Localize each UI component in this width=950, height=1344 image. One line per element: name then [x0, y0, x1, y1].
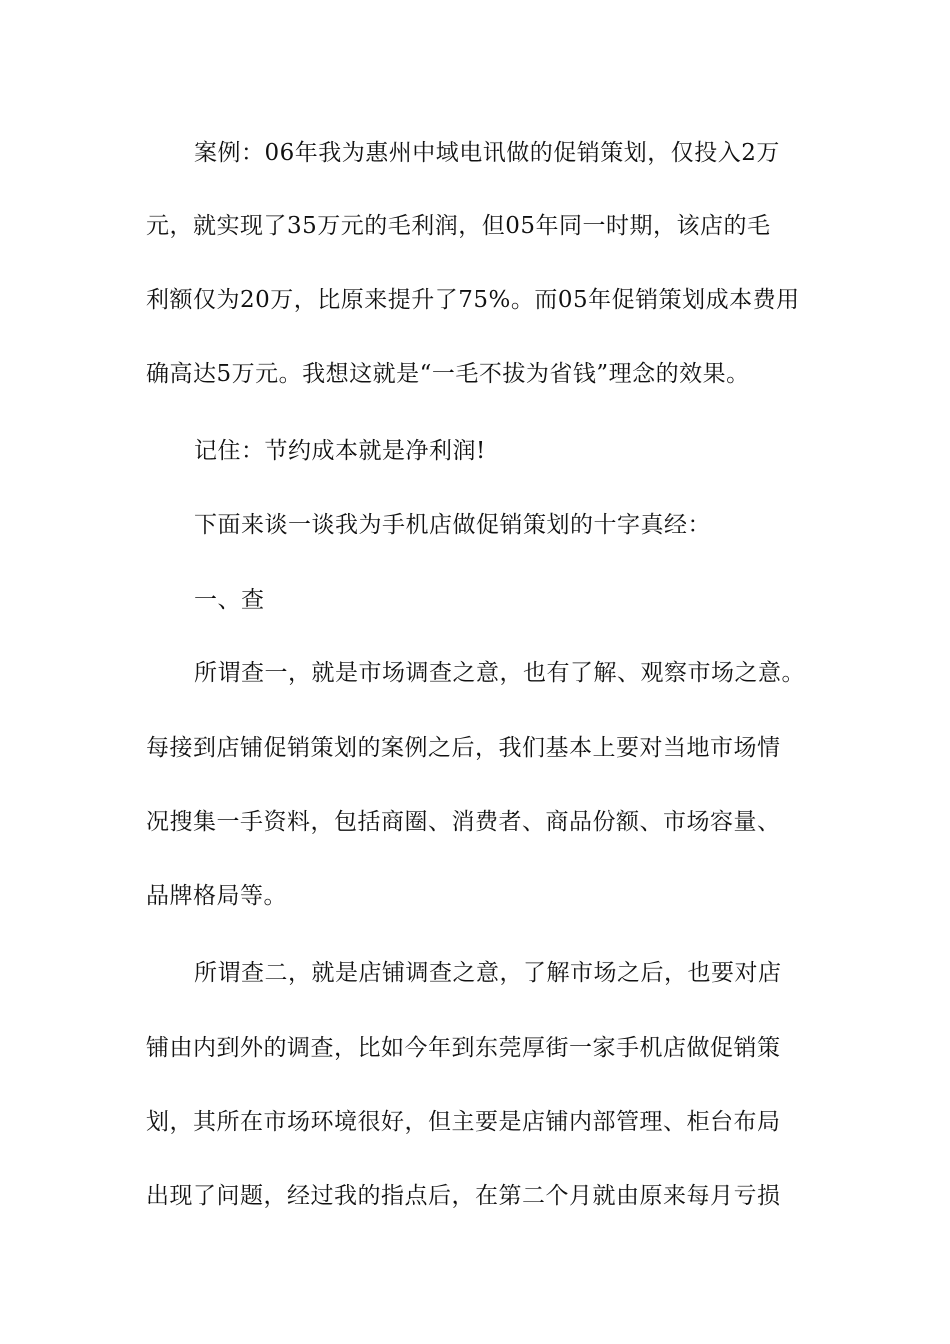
paragraph-line: 所谓查二，就是店铺调查之意，了解市场之后，也要对店: [194, 960, 782, 986]
paragraph-line: 划，其所在市场环境很好，但主要是店铺内部管理、柜台布局: [146, 1109, 781, 1135]
paragraph-line: 况搜集一手资料，包括商圈、消费者、商品份额、市场容量、: [146, 809, 781, 835]
paragraph-line: 铺由内到外的调查，比如今年到东莞厚街一家手机店做促销策: [146, 1035, 781, 1061]
paragraph-line: 每接到店铺促销策划的案例之后，我们基本上要对当地市场情: [146, 735, 781, 761]
paragraph-line: 元，就实现了35万元的毛利润，但05年同一时期，该店的毛: [146, 213, 771, 239]
paragraph-line: 利额仅为20万，比原来提升了75%。而05年促销策划成本费用: [146, 287, 800, 313]
paragraph-line: 案例：06年我为惠州中域电讯做的促销策划，仅投入2万: [194, 140, 780, 166]
paragraph-line: 出现了问题，经过我的指点后，在第二个月就由原来每月亏损: [146, 1183, 781, 1209]
paragraph-line: 下面来谈一谈我为手机店做促销策划的十字真经：: [194, 512, 711, 538]
paragraph-line: 记住：节约成本就是净利润!: [194, 438, 486, 464]
paragraph-line: 品牌格局等。: [146, 883, 287, 909]
paragraph-line: 确高达5万元。我想这就是“一毛不拔为省钱”理念的效果。: [146, 361, 750, 387]
section-heading: 一、查: [194, 587, 265, 613]
paragraph-line: 所谓查一，就是市场调查之意，也有了解、观察市场之意。: [194, 660, 805, 686]
